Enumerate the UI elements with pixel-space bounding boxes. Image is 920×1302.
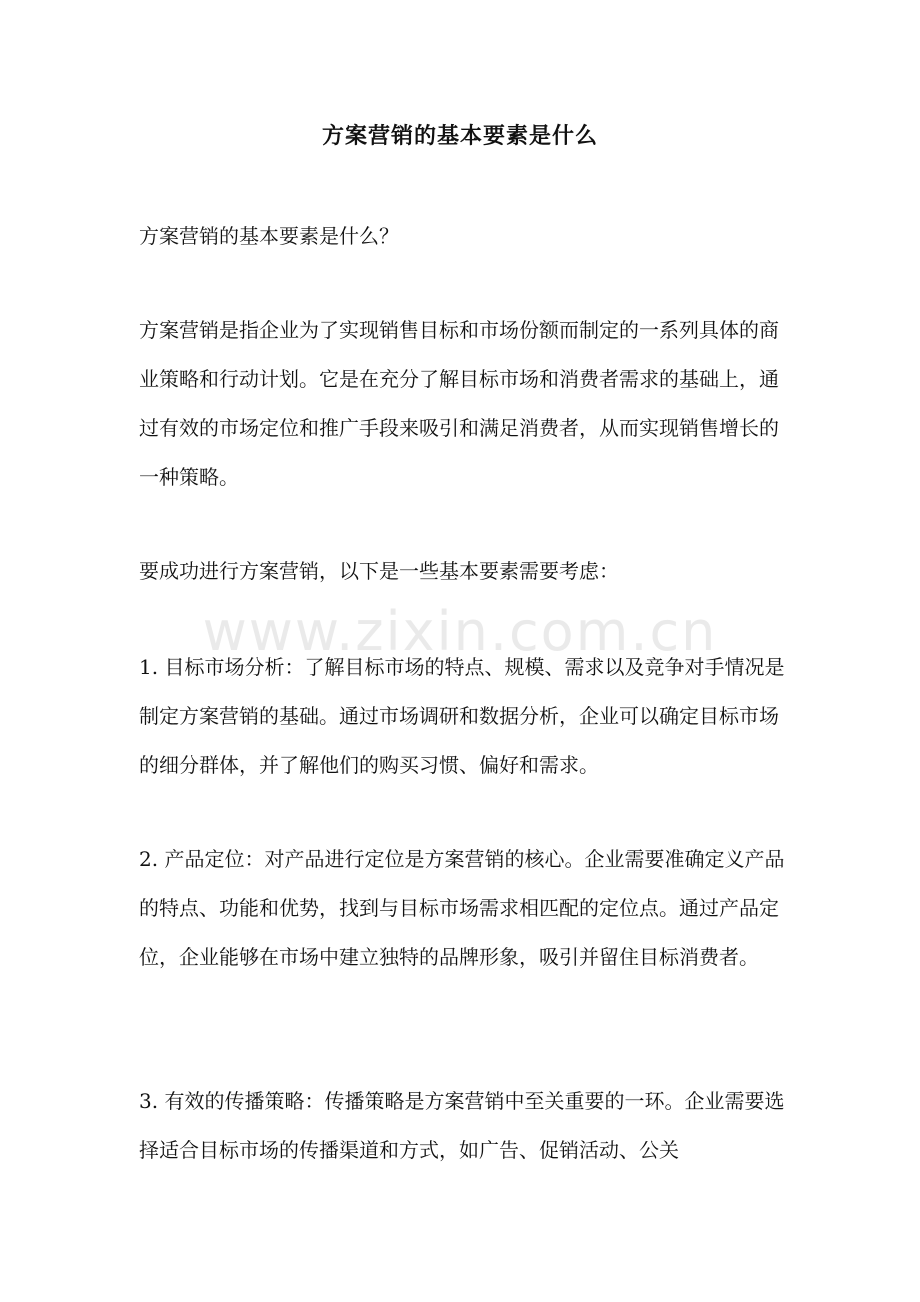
paragraph-item-2: 2. 产品定位：对产品进行定位是方案营销的核心。企业需要准确定义产品的特点、功能和优势，找到与目标市场需求相匹配的定位点。通过产品定位，企业能够在市场中建立独特的品牌形象，吸引并留住目标消费者。 bbox=[139, 847, 785, 969]
document-title: 方案营销的基本要素是什么 bbox=[321, 123, 598, 149]
paragraph-intro: 要成功进行方案营销，以下是一些基本要素需要考虑： bbox=[139, 559, 619, 583]
paragraph-item-3: 3. 有效的传播策略：传播策略是方案营销中至关重要的一环。企业需要选择适合目标市场的传播渠道和方式，如广告、促销活动、公关 bbox=[139, 1089, 785, 1162]
paragraph-definition: 方案营销是指企业为了实现销售目标和市场份额而制定的一系列具体的商业策略和行动计划。它是在充分了解目标市场和消费者需求的基础上，通过有效的市场定位和推广手段来吸引和满足消费者，从而实现销售增长的一种策略。 bbox=[139, 318, 779, 489]
watermark: www.zixin.com.cn bbox=[202, 600, 718, 663]
paragraph-item-1: 1. 目标市场分析：了解目标市场的特点、规模、需求以及竞争对手情况是制定方案营销的基础。通过市场调研和数据分析，企业可以确定目标市场的细分群体，并了解他们的购买习惯、偏好和需求。 bbox=[139, 655, 785, 777]
paragraph-question: 方案营销的基本要素是什么？ bbox=[139, 224, 399, 248]
